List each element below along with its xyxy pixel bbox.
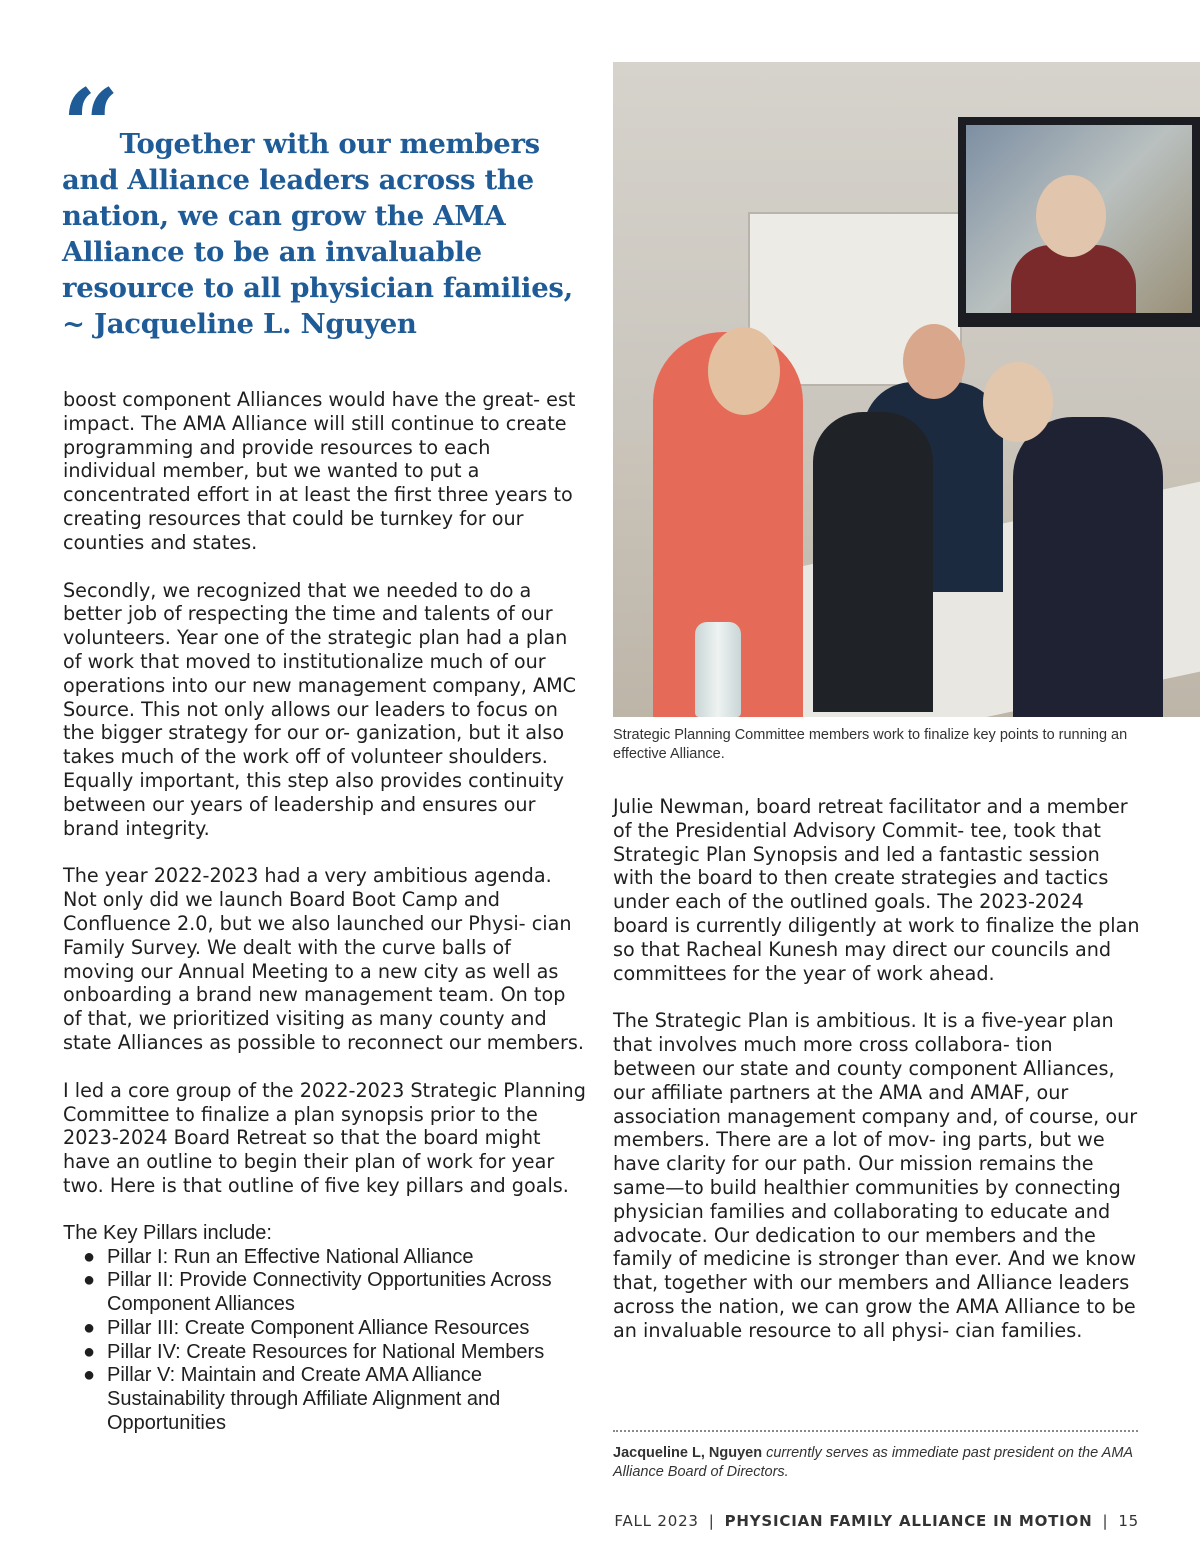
footer-publication: PHYSICIAN FAMILY ALLIANCE IN MOTION xyxy=(724,1512,1093,1530)
footer-separator: | xyxy=(708,1512,715,1530)
paragraph: The Strategic Plan is ambitious. It is a five-year plan that involves much more cross collabora- tion between our state and county component Alliances, our affiliate partners at the AMA and AMAF, our association management company and, of course, our members. There are a lot of mov- ing parts, but we have clarity for our path. Our mission remains the same—to build healthier communities by connecting physician families and collaborating to educate and advocate. Our dedication to our members and the family of medicine is stronger than ever. And we know that, together with our members and Alliance leaders across the nation, we can grow the AMA Alliance to be an invaluable resource to all physi- cian families. xyxy=(613,1009,1138,1342)
bullet-icon: ● xyxy=(83,1364,96,1387)
paragraph: I led a core group of the 2022-2023 Strategic Planning Committee to finalize a plan synopsis prior to the 2023-2024 Board Retreat so that the board might have an outline to begin their plan of work for year two. Here is that outline of five key pillars and goals. xyxy=(63,1078,586,1197)
list-item xyxy=(63,1317,588,1341)
page-number: 15 xyxy=(1118,1512,1139,1530)
quote-mark-icon: “ xyxy=(62,67,114,185)
pull-quote-attribution: ~ Jacqueline L. Nguyen xyxy=(62,308,417,340)
paragraph: Secondly, we recognized that we needed to do a better job of respecting the time and talents of our volunteers. Year one of the strategic plan had a plan of work that moved to institutionalize much of our operations into our new management company, AMC Source. This not only allows our leaders to focus on the bigger strategy for our or- ganization, but it also takes much of the work off of volunteer shoulders. Equally important, this step also provides continuity between our years of leadership and ensures our brand integrity. xyxy=(63,578,577,840)
right-column xyxy=(613,795,1141,1367)
bullet-icon: ● xyxy=(83,1340,96,1363)
paragraph: boost component Alliances would have the great- est impact. The AMA Alliance will still continue to create programming and provide resources to each individual member, but we wanted to put a concentrated effort in at least the first three years to creating resources that could be turnkey for our counties and states. xyxy=(63,388,576,554)
bullet-icon: ● xyxy=(83,1245,96,1268)
committee-photo xyxy=(613,62,1200,717)
author-name: Jacqueline L, Nguyen xyxy=(613,1445,763,1461)
photo-person xyxy=(813,412,933,712)
author-bio-text: currently serves as immediate past president on the AMA Alliance Board of Directors. xyxy=(613,1445,1133,1480)
dotted-divider xyxy=(613,1430,1138,1432)
pull-quote xyxy=(62,67,582,342)
list-item xyxy=(63,1269,588,1317)
bullet-icon: ● xyxy=(83,1269,96,1292)
paragraph: The year 2022-2023 had a very ambitious agenda. Not only did we launch Board Boot Camp and Confluence 2.0, but we also launched our Physi- cian Family Survey. We dealt with the curve balls of moving our Annual Meeting to a new city as well as onboarding a brand new management team. On top of that, we prioritized visiting as many county and state Alliances as possible to reconnect our members. xyxy=(63,864,584,1054)
left-column xyxy=(63,388,588,1436)
pillar-text: Pillar II: Provide Connectivity Opportunities Across Component Alliances xyxy=(107,1269,552,1316)
pillar-text: Pillar V: Maintain and Create AMA Alliance Sustainability through Affiliate Alignment and Opportunities xyxy=(107,1364,501,1435)
list-item xyxy=(63,1246,588,1270)
pillar-text: Pillar IV: Create Resources for National Members xyxy=(107,1340,545,1363)
photo-bottle xyxy=(695,622,741,717)
list-item xyxy=(63,1341,588,1365)
bullet-icon: ● xyxy=(83,1316,96,1339)
footer-separator: | xyxy=(1102,1512,1109,1530)
page-footer xyxy=(614,1512,1139,1530)
pull-quote-text: Together with our members and Alliance leaders across the nation, we can grow the AMA Alliance to be an invaluable resource to all physician families, xyxy=(62,128,573,304)
pillar-text: Pillar III: Create Component Alliance Resources xyxy=(107,1316,530,1339)
photo-caption: Strategic Planning Committee members work to finalize key points to running an effective Alliance. xyxy=(613,727,1128,762)
list-item xyxy=(63,1364,588,1435)
pillar-text: Pillar I: Run an Effective National Alliance xyxy=(107,1245,474,1268)
photo-person xyxy=(1013,417,1163,717)
pillars-list xyxy=(63,1246,588,1436)
paragraph: Julie Newman, board retreat facilitator and a member of the Presidential Advisory Commit- tee, took that Strategic Plan Synopsis and led a fantastic session with the board to then create strategies and tactics under each of the outlined goals. The 2023-2024 board is currently diligently at work to finalize the plan so that Racheal Kunesh may direct our councils and committees for the year of work ahead. xyxy=(613,795,1140,985)
author-bio xyxy=(613,1444,1153,1482)
pillars-intro: The Key Pillars include: xyxy=(63,1221,272,1244)
footer-season: FALL 2023 xyxy=(614,1512,699,1530)
photo-video-screen xyxy=(958,117,1200,327)
